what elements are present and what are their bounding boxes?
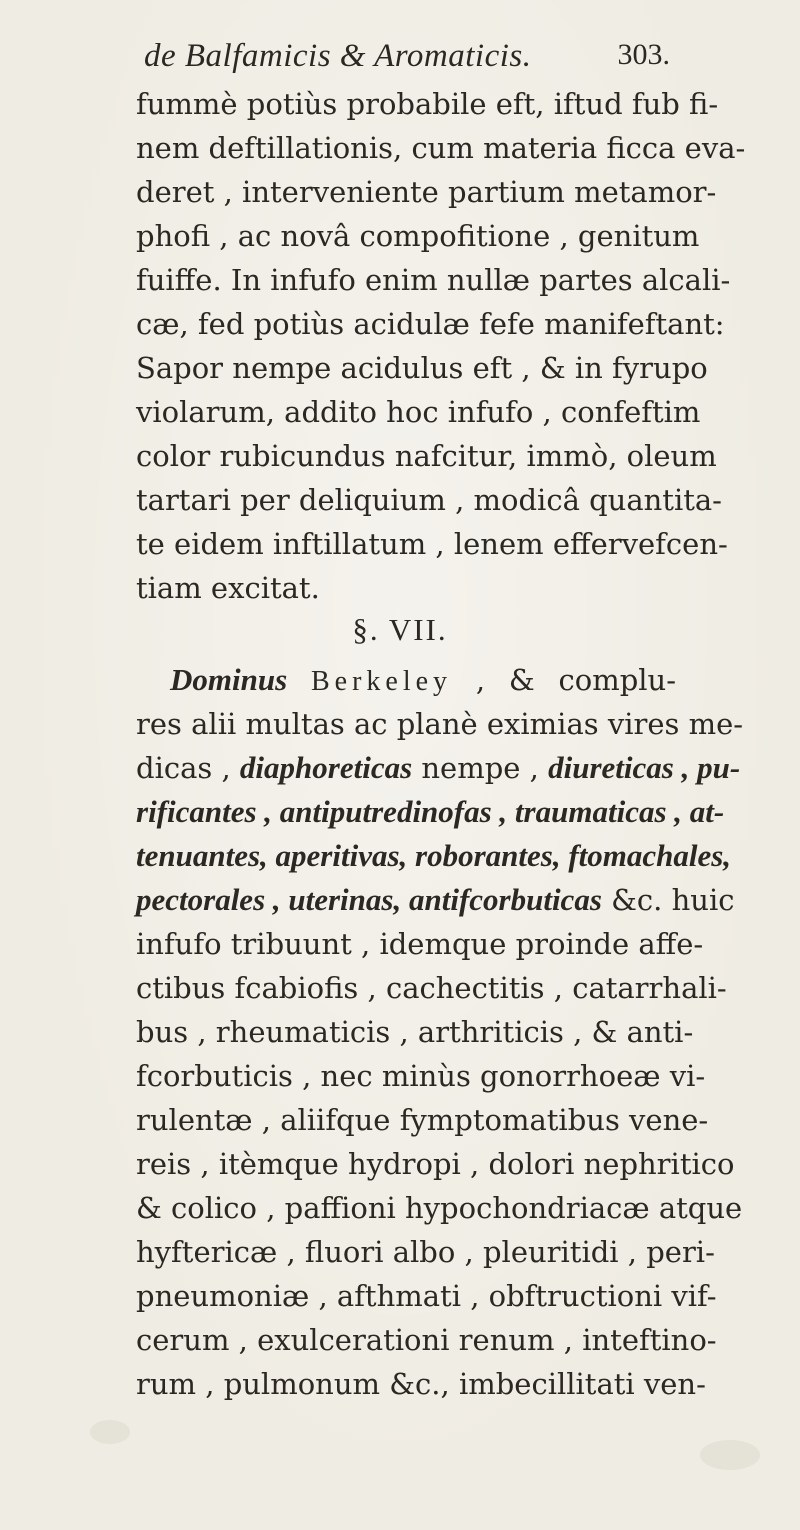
text-line: fuiffe. In infufo enim nullæ partes alcali- [136,263,731,297]
text-fragment: nempe , [421,751,539,785]
text-line: Sapor nempe acidulus eft , & in fyrupo [136,351,708,385]
text-fragment: dicas , [136,751,231,785]
text-line: bus , rheumaticis , arthriticis , & anti- [136,1015,694,1049]
text-fragment: &c. huic [611,883,735,917]
page-stain [700,1440,760,1470]
text-line: color rubicundus nafcitur, immò, oleum [136,439,717,473]
text-line: reis , itèmque hydropi , dolori nephritico [136,1147,735,1181]
italic-word: tenuantes, aperitivas, roborantes, ftomachales, [136,838,732,873]
text-line [136,790,725,834]
text-line: deret , interveniente partium metamor- [136,175,717,209]
text-line: fummè potiùs probabile eft, iftud fub fi- [136,87,719,121]
text-line: infufo tribuunt , idemque proinde affe- [136,927,704,961]
text-line [136,658,676,702]
page-number: 303. [617,38,670,71]
text-line [136,834,732,878]
page-stain [90,1420,130,1444]
text-line: fcorbuticis , nec minùs gonorrhoeæ vi- [136,1059,706,1093]
italic-word: diureticas , pu- [548,750,741,785]
text-line: tartari per deliquium , modicâ quantita- [136,483,722,517]
text-line: violarum, addito hoc infufo , confeftim [136,395,701,429]
text-fragment: , & complu- [475,663,677,697]
text-line: ctibus fcabiofis , cachectitis , catarrhali- [136,971,727,1005]
text-line: cerum , exulcerationi renum , inteftino- [136,1323,717,1357]
text-line: pneumoniæ , afthmati , obftructioni vif- [136,1279,717,1313]
text-line: & colico , paffioni hypochondriacæ atque [136,1191,743,1225]
text-line [136,746,741,790]
text-line: te eidem inftillatum , lenem effervefcen- [136,527,728,561]
italic-word: pectorales , uterinas, antifcorbuticas [136,882,602,917]
text-line: phofi , ac novâ compofitione , genitum [136,219,700,253]
running-title: de Balfamicis & Aromaticis. [144,38,532,74]
text-line: rulentæ , aliifque fymptomatibus vene- [136,1103,709,1137]
section-heading: §. VII. [352,612,448,647]
italic-word: rificantes , antiputredinofas , traumaticas , at- [136,794,725,829]
text-line: cæ, fed potiùs acidulæ fefe manifeftant: [136,307,725,341]
text-line: tiam excitat. [136,571,320,605]
italic-word: diaphoreticas [239,750,413,785]
text-line: rum , pulmonum &c., imbecillitati ven- [136,1367,706,1401]
text-line [136,878,735,922]
text-line: nem deftillationis, cum materia ficca eva- [136,131,746,165]
author-name: Berkeley [310,666,453,697]
text-line: hyftericæ , fluori albo , pleuritidi , peri- [136,1235,715,1269]
italic-word: Dominus [170,662,288,697]
running-header [140,38,670,82]
text-line: res alii multas ac planè eximias vires me- [136,707,744,741]
